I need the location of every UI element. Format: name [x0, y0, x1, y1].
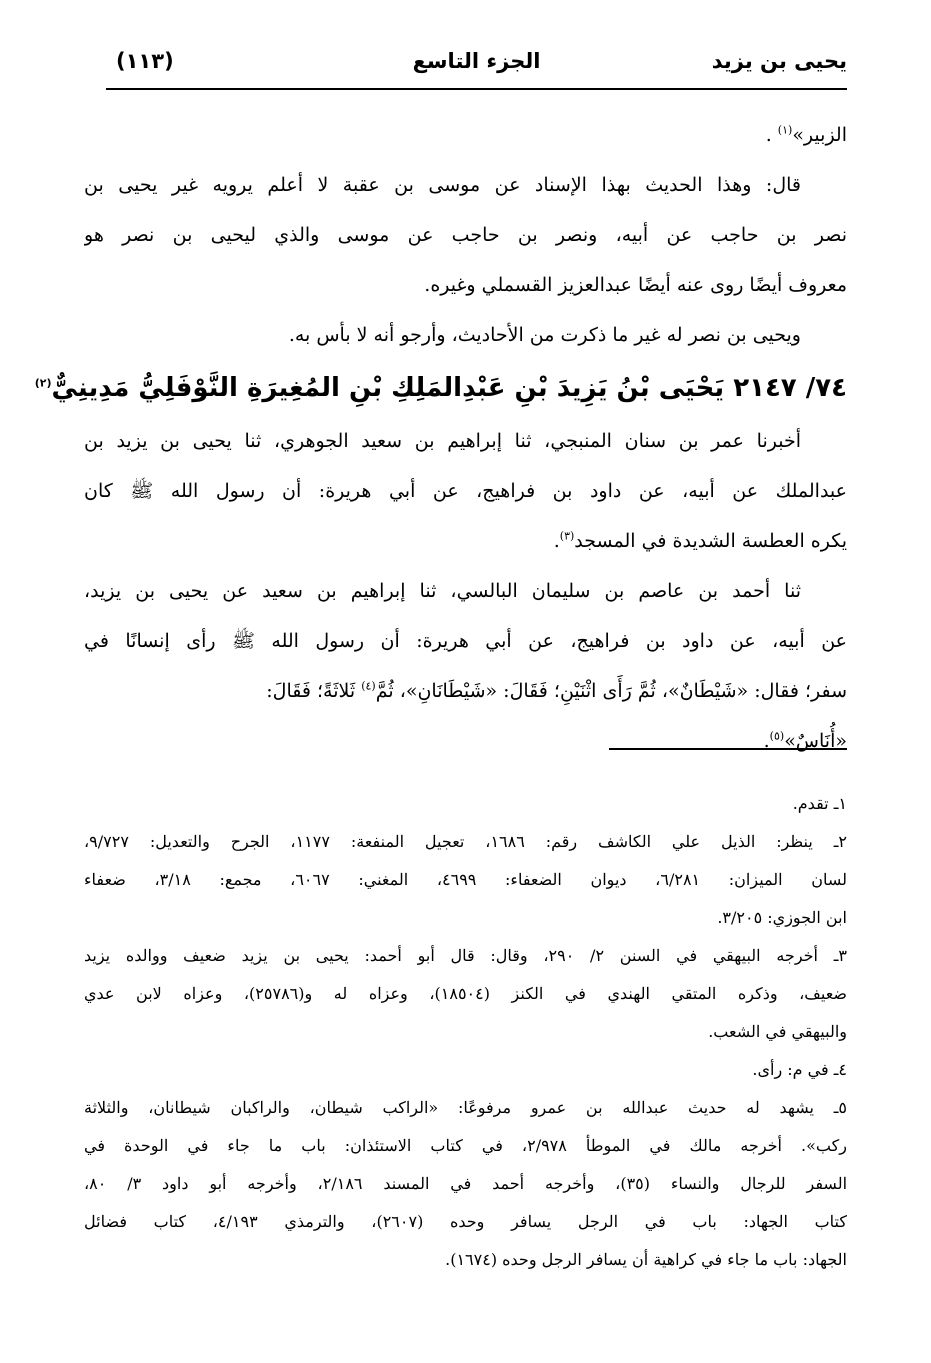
- footnote-line: ٤ـ في م: رأى.: [752, 1060, 847, 1079]
- page-header: [106, 40, 847, 90]
- text-line: سفر؛ فقال: «شَيْطَانٌ»، ثُمَّ رَأَى اثْنَيْنِ؛ فَقَالَ: «شَيْطَانَانِ»، ثُمَّ$^{(٤)}$ ثَلاثَةً؛ فَقَالَ:: [266, 679, 847, 702]
- footnote-line: ضعيف، وذكره المتقي الهندي في الكنز (١٨٥٠٤)، وعزاه له و(٢٥٧٨٦)، وعزاه لابن عدي: [84, 984, 847, 1003]
- footnote-line: الجهاد: باب ما جاء في كراهية أن يسافر الرجل وحده (١٦٧٤).: [445, 1250, 847, 1269]
- entry-heading: ٧٤/ ٢١٤٧ يَحْيَى بْنُ يَزِيدَ بْنِ عَبْدِالمَلِكِ بْنِ المُغِيرَةِ النَّوْفَلِيُّ مَدِينِيٌّ$^{(٢)}$: [34, 373, 847, 403]
- footnote-ref: (٣): [559, 529, 575, 543]
- footnote-line: والبيهقي في الشعب.: [708, 1022, 847, 1041]
- text-line: عن أبيه، عن داود بن فراهيج، عن أبي هريرة: أن رسول الله ﷺ رأى إنسانًا في: [84, 630, 847, 652]
- text-line: ثنا أحمد بن عاصم بن سليمان البالسي، ثنا إبراهيم بن سعيد عن يحيى بن يزيد،: [84, 580, 801, 602]
- text-line: قال: وهذا الحديث بهذا الإسناد عن موسى بن عقبة لا أعلم يرويه غير يحيى بن: [84, 174, 801, 196]
- footnote-line: ٢ـ ينظر: الذيل علي الكاشف رقم: ١٦٨٦، تعجيل المنفعة: ١١٧٧، الجرح والتعديل: ٩/٧٢٧،: [84, 832, 847, 851]
- footnote-ref: (٤): [361, 679, 376, 693]
- footnote-ref: (٢): [34, 376, 52, 390]
- main-text: [34, 110, 847, 766]
- volume-title: الجزء التاسع: [412, 49, 541, 73]
- text-line: عبدالملك عن أبيه، عن داود بن فراهيج، عن أبي هريرة: أن رسول الله ﷺ كان: [84, 480, 847, 502]
- footnote-line: ركب». أخرجه مالك في الموطأ ٢/٩٧٨، في كتاب الاستئذان: باب ما جاء في الوحدة في: [84, 1136, 847, 1155]
- footnote-line: ١ـ تقدم.: [792, 794, 847, 813]
- footnote-ref: (٥): [769, 729, 785, 743]
- text-line: معروف أيضًا روى عنه أيضًا عبدالعزيز القسملي وغيره.: [424, 274, 847, 296]
- footnote-line: ابن الجوزي: ٣/٢٠٥.: [717, 908, 847, 927]
- footnote-line: كتاب الجهاد: باب في الرجل يسافر وحده (٢٦٠٧)، والترمذي ٤/١٩٣، كتاب فضائل: [84, 1212, 847, 1231]
- footnote-line: ٣ـ أخرجه البيهقي في السنن ٢/ ٢٩٠، وقال: قال أبو أحمد: يحيى بن يزيد ضعيف ووالده يزيد: [84, 946, 847, 965]
- text-line: الزبير»$^{(١)}$ .: [765, 123, 847, 146]
- text-line: يكره العطسة الشديدة في المسجد$^{(٣)}$.: [553, 529, 847, 552]
- page-number: (١١٣): [116, 49, 174, 73]
- text-line: أخبرنا عمر بن سنان المنبجي، ثنا إبراهيم بن سعيد الجوهري، ثنا يحيى بن يزيد بن: [84, 430, 801, 452]
- footnote-ref: (١): [777, 123, 793, 137]
- footnote-line: السفر للرجال والنساء (٣٥)، وأخرجه أحمد في المسند ٢/١٨٦، وأخرجه أبو داود ٣/ ٨٠،: [84, 1174, 847, 1193]
- footnotes: [84, 785, 847, 1279]
- running-title: يحيى بن يزيد: [711, 49, 847, 73]
- footnote-line: ٥ـ يشهد له حديث عبدالله بن عمرو مرفوعًا: «الراكب شيطان، والراكبان شيطانان، والثلاثة: [84, 1098, 847, 1117]
- text-line: «أُنَاسٌ»$^{(٥)}$.: [763, 729, 847, 752]
- footnote-line: لسان الميزان: ٦/٢٨١، ديوان الضعفاء: ٤٦٩٩، المغني: ٦٠٦٧، مجمع: ٣/١٨، ضعفاء: [84, 870, 847, 889]
- footnote-divider: [609, 748, 847, 750]
- text-line: ويحيى بن نصر له غير ما ذكرت من الأحاديث، وأرجو أنه لا بأس به.: [288, 324, 801, 346]
- text-line: نصر بن حاجب عن أبيه، ونصر بن حاجب عن موسى والذي ليحيى بن نصر هو: [84, 224, 847, 246]
